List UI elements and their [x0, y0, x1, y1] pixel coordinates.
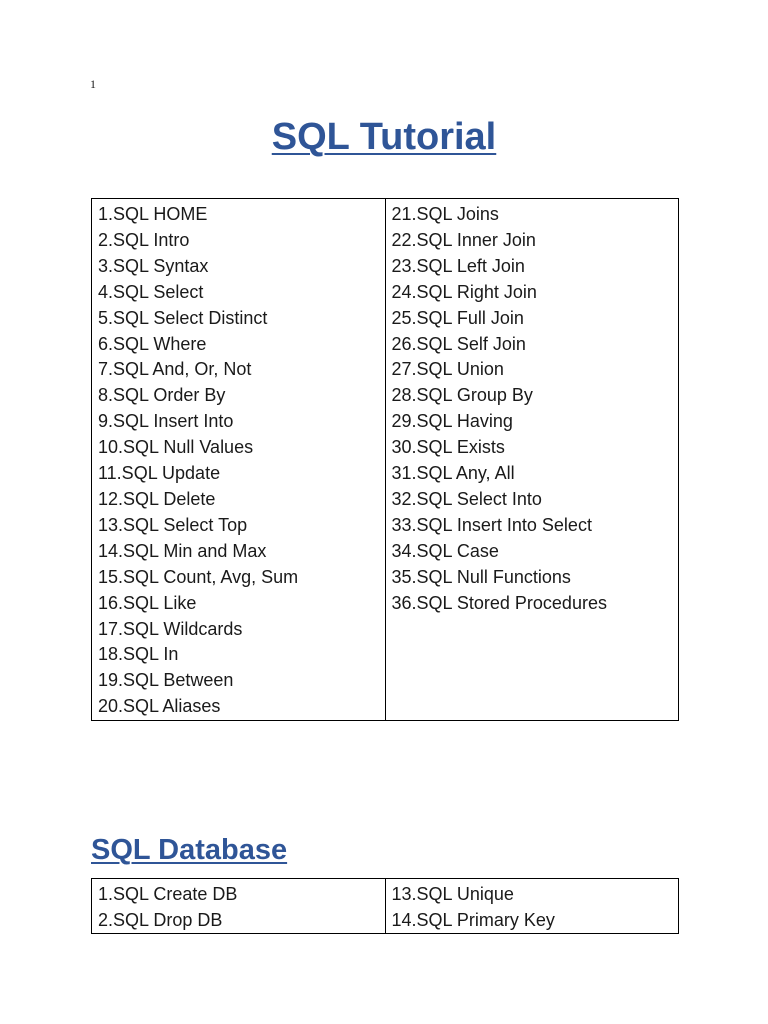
topic-item: 1.SQL HOME [98, 204, 208, 224]
topic-item: 13.SQL Select Top [98, 514, 248, 535]
topic-item: 4.SQL Select [98, 281, 204, 302]
topic-item: 20.SQL Aliases [98, 696, 221, 717]
topic-item: 19.SQL Between [98, 670, 234, 691]
topic-item: 17.SQL Wildcards [98, 618, 243, 639]
topic-item: 11.SQL Update [98, 463, 221, 484]
topic-item: 13.SQL Unique [391, 884, 514, 904]
tutorial-topic-table [91, 198, 679, 721]
page-title [0, 116, 768, 159]
topic-item: 29.SQL Having [391, 411, 513, 432]
database-topic-table [91, 878, 679, 934]
section-title-text: SQL Database [91, 834, 288, 866]
topic-item: 27.SQL Union [391, 359, 504, 380]
topic-item: 26.SQL Self Join [391, 333, 526, 354]
tutorial-right-column [385, 199, 679, 721]
topic-item: 33.SQL Insert Into Select [391, 514, 592, 535]
topic-item: 12.SQL Delete [98, 488, 216, 509]
topic-item: 23.SQL Left Join [391, 255, 525, 276]
topic-item: 35.SQL Null Functions [391, 566, 571, 587]
topic-item: 15.SQL Count, Avg, Sum [98, 566, 299, 587]
topic-item: 3.SQL Syntax [98, 255, 209, 276]
topic-item: 18.SQL In [98, 644, 179, 665]
topic-item: 25.SQL Full Join [391, 307, 524, 328]
database-left-column [92, 879, 386, 934]
topic-item: 24.SQL Right Join [391, 281, 537, 302]
database-right-column [385, 879, 679, 934]
topic-item: 9.SQL Insert Into [98, 411, 234, 432]
topic-item: 16.SQL Like [98, 592, 197, 613]
topic-item: 10.SQL Null Values [98, 437, 254, 458]
topic-item: 32.SQL Select Into [391, 488, 542, 509]
topic-item: 22.SQL Inner Join [391, 229, 536, 250]
topic-item: 14.SQL Primary Key [391, 909, 555, 930]
topic-item: 7.SQL And, Or, Not [98, 359, 252, 380]
topic-item: 8.SQL Order By [98, 385, 226, 406]
section-title [91, 834, 287, 867]
topic-item: 30.SQL Exists [391, 437, 505, 458]
page-title-text: SQL Tutorial [271, 116, 497, 158]
topic-item: 6.SQL Where [98, 333, 207, 354]
topic-item: 28.SQL Group By [391, 385, 533, 406]
topic-item: 31.SQL Any, All [391, 463, 515, 484]
topic-item: 2.SQL Intro [98, 229, 190, 250]
topic-item: 2.SQL Drop DB [98, 909, 223, 930]
topic-item: 34.SQL Case [391, 540, 499, 561]
page-number: 1 [90, 77, 96, 91]
topic-item: 21.SQL Joins [391, 204, 499, 224]
topic-item: 5.SQL Select Distinct [98, 307, 268, 328]
tutorial-left-column [92, 199, 386, 721]
topic-item: 1.SQL Create DB [98, 884, 238, 904]
topic-item: 36.SQL Stored Procedures [391, 592, 607, 613]
topic-item: 14.SQL Min and Max [98, 540, 267, 561]
